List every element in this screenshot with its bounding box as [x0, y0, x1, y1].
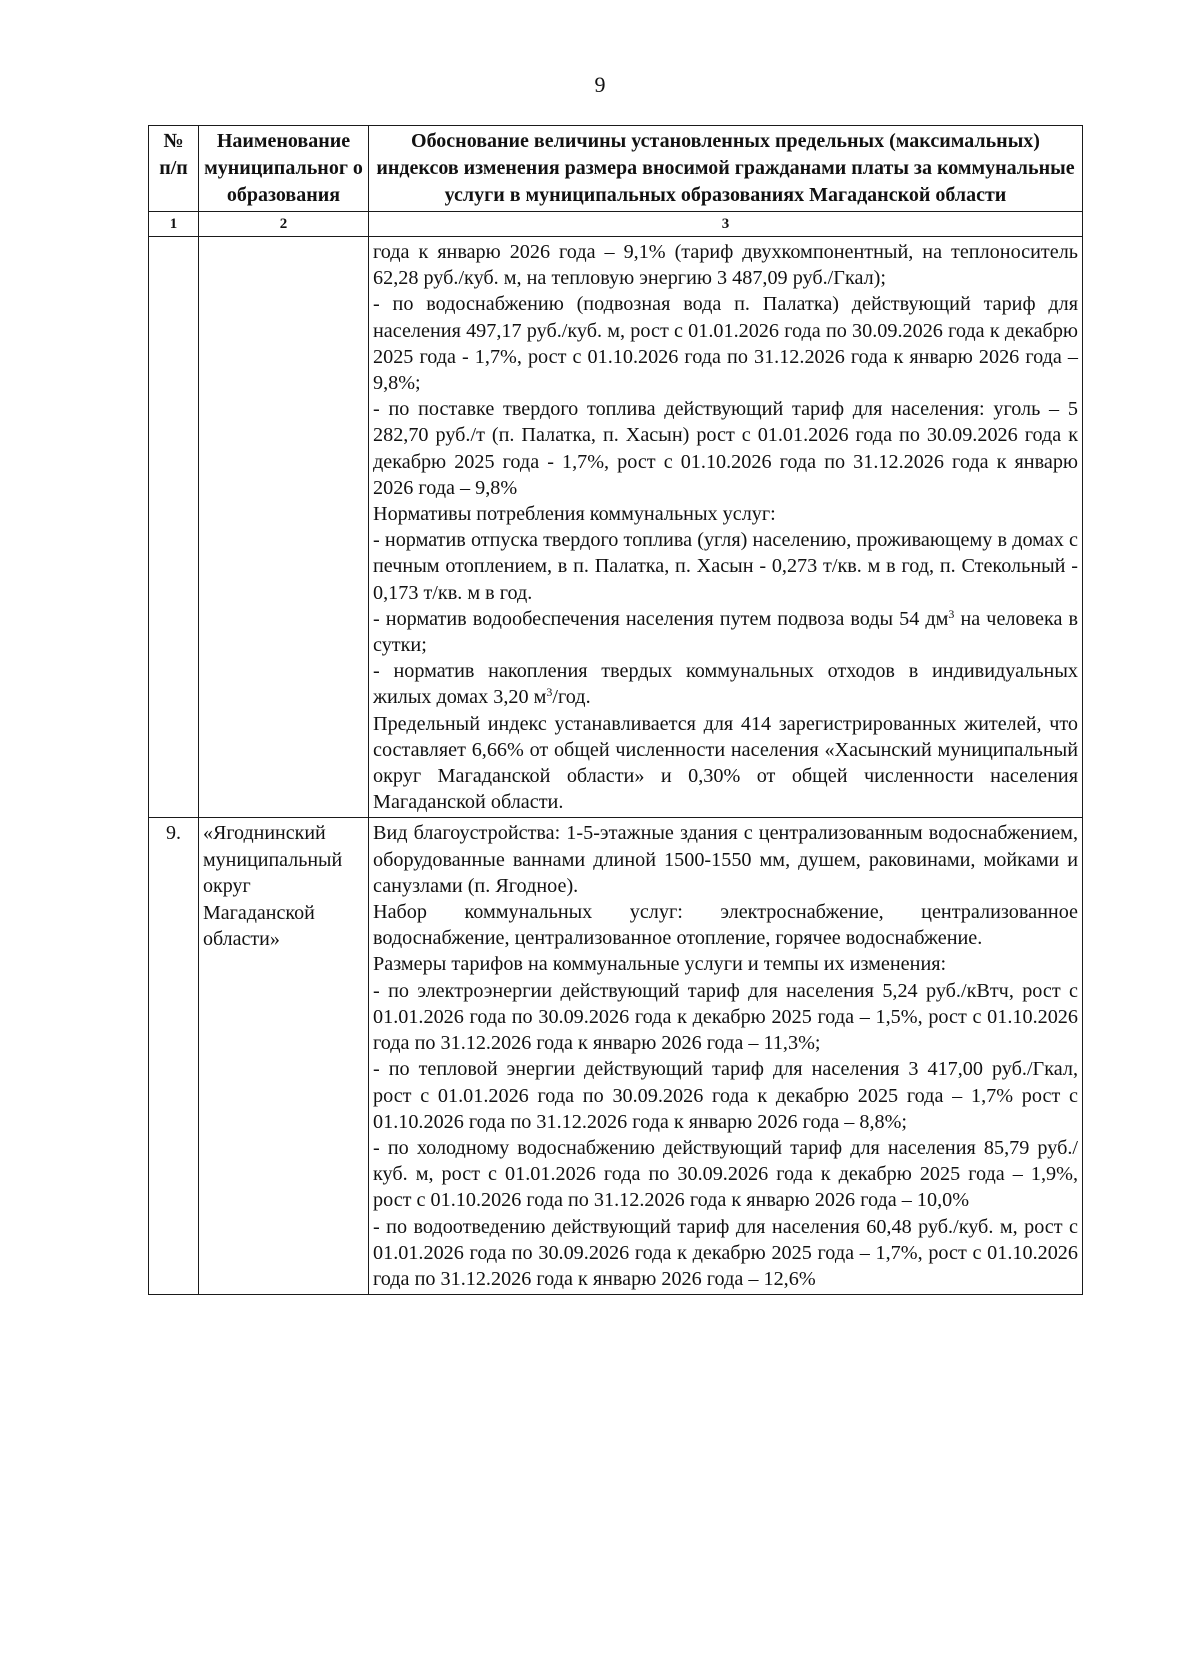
superscript: 3: [948, 606, 955, 621]
column-number: 2: [199, 212, 369, 237]
text-segment: на человека в сутки;: [373, 607, 1079, 657]
paragraph: [373, 606, 1078, 658]
column-number: 3: [369, 212, 1083, 237]
tariff-justification-table: [148, 125, 1083, 1295]
table-row-continued: [149, 237, 1083, 818]
paragraph: Вид благоустройства: 1-5-этажные здания с централизованным водоснабжением, оборудованные ваннами длиной 1500-1550 мм, душем, раковинами, мойками и санузлами (п. Ягодное).: [373, 822, 1078, 897]
table-row-9: [149, 818, 1083, 1295]
text-segment: /год.: [552, 686, 591, 709]
municipality-name: «Ягоднинский муниципальный округ Магаданской области»: [199, 818, 369, 1295]
column-number-row: [149, 212, 1083, 237]
paragraph: Нормативы потребления коммунальных услуг:: [373, 503, 776, 526]
paragraph: года к январю 2026 года – 9,1% (тариф двухкомпонентный, на теплоноситель 62,28 руб./куб. м, на тепловую энергию 3 487,09 руб./Гкал);: [373, 241, 1078, 290]
row-number: 9.: [149, 818, 199, 1295]
header-row: [149, 126, 1083, 212]
paragraph: - по поставке твердого топлива действующий тариф для населения: уголь – 5 282,70 руб./т (п. Палатка, п. Хасын) рост с 01.01.2026 года по 30.09.2026 года к декабрю 2025 года - 1,7%, рост с 01.10.2026 года по 31.12.2026 года к январю 2026 года – 9,8%: [373, 398, 1078, 499]
paragraph: - норматив отпуска твердого топлива (угля) населению, проживающему в домах с печным отоплением, в п. Палатка, п. Хасын - 0,273 т/кв. м в год, п. Стекольный - 0,173 т/кв. м в год.: [373, 529, 1078, 604]
justification-cell: [369, 237, 1083, 818]
paragraph: Набор коммунальных услуг: электроснабжение, централизованное водоснабжение, централизованное отопление, горячее водоснабжение.: [373, 901, 1078, 950]
text-segment: - норматив водообеспечения населения путем подвоза воды 54 дм: [373, 607, 949, 630]
paragraph: - по водоотведению действующий тариф для населения 60,48 руб./куб. м, рост с 01.01.2026 года по 30.09.2026 года к декабрю 2025 года – 1,7%, рост с 01.10.2026 года по 31.12.2026 года к январю 2026 года – 12,6%: [373, 1215, 1078, 1290]
header-name: Наименование муниципальног о образования: [199, 126, 369, 212]
page-number: 9: [594, 72, 606, 97]
header-justification: Обоснование величины установленных предельных (максимальных) индексов изменения размера вносимой гражданами платы за коммунальные услуги в муниципальных образованиях Магаданской области: [369, 126, 1083, 212]
paragraph: Размеры тарифов на коммунальные услуги и темпы их изменения:: [373, 953, 947, 976]
paragraph: - по электроэнергии действующий тариф для населения 5,24 руб./кВтч, рост с 01.01.2026 года по 30.09.2026 года к декабрю 2025 года – 1,5%, рост с 01.10.2026 года по 31.12.2026 года к январю 2026 года – 11,3%;: [373, 979, 1078, 1055]
paragraph: [373, 658, 1078, 710]
justification-cell: [369, 818, 1083, 1295]
paragraph: - по тепловой энергии действующий тариф для населения 3 417,00 руб./Гкал, рост с 01.01.2026 года по 30.09.2026 года к декабрю 2025 года – 1,7% рост с 01.10.2026 года по 31.12.2026 года к январю 2026 года – 8,8%;: [373, 1058, 1078, 1133]
municipality-name: [199, 237, 369, 818]
header-num: № п/п: [149, 126, 199, 212]
column-number: 1: [149, 212, 199, 237]
row-number: [149, 237, 199, 818]
paragraph: - по холодному водоснабжению действующий тариф для населения 85,79 руб./куб. м, рост с 01.01.2026 года по 30.09.2026 года к декабрю 2025 года – 1,9%, рост с 01.10.2026 года по 31.12.2026 года к январю 2026 года – 10,0%: [373, 1136, 1078, 1212]
paragraph: Предельный индекс устанавливается для 414 зарегистрированных жителей, что составляет 6,66% от общей численности населения «Хасынский муниципальный округ Магаданской области» и 0,30% от общей численности населения Магаданской области.: [373, 712, 1078, 814]
paragraph: - по водоснабжению (подвозная вода п. Палатка) действующий тариф для населения 497,17 руб./куб. м, рост с 01.01.2026 года по 30.09.2026 года к декабрю 2025 года - 1,7%, рост с 01.10.2026 года по 31.12.2026 года к январю 2026 года – 9,8%;: [373, 293, 1078, 395]
superscript: 3: [546, 685, 553, 700]
text-segment: - норматив накопления твердых коммунальных отходов в индивидуальных жилых домах 3,20 м: [373, 660, 1078, 709]
